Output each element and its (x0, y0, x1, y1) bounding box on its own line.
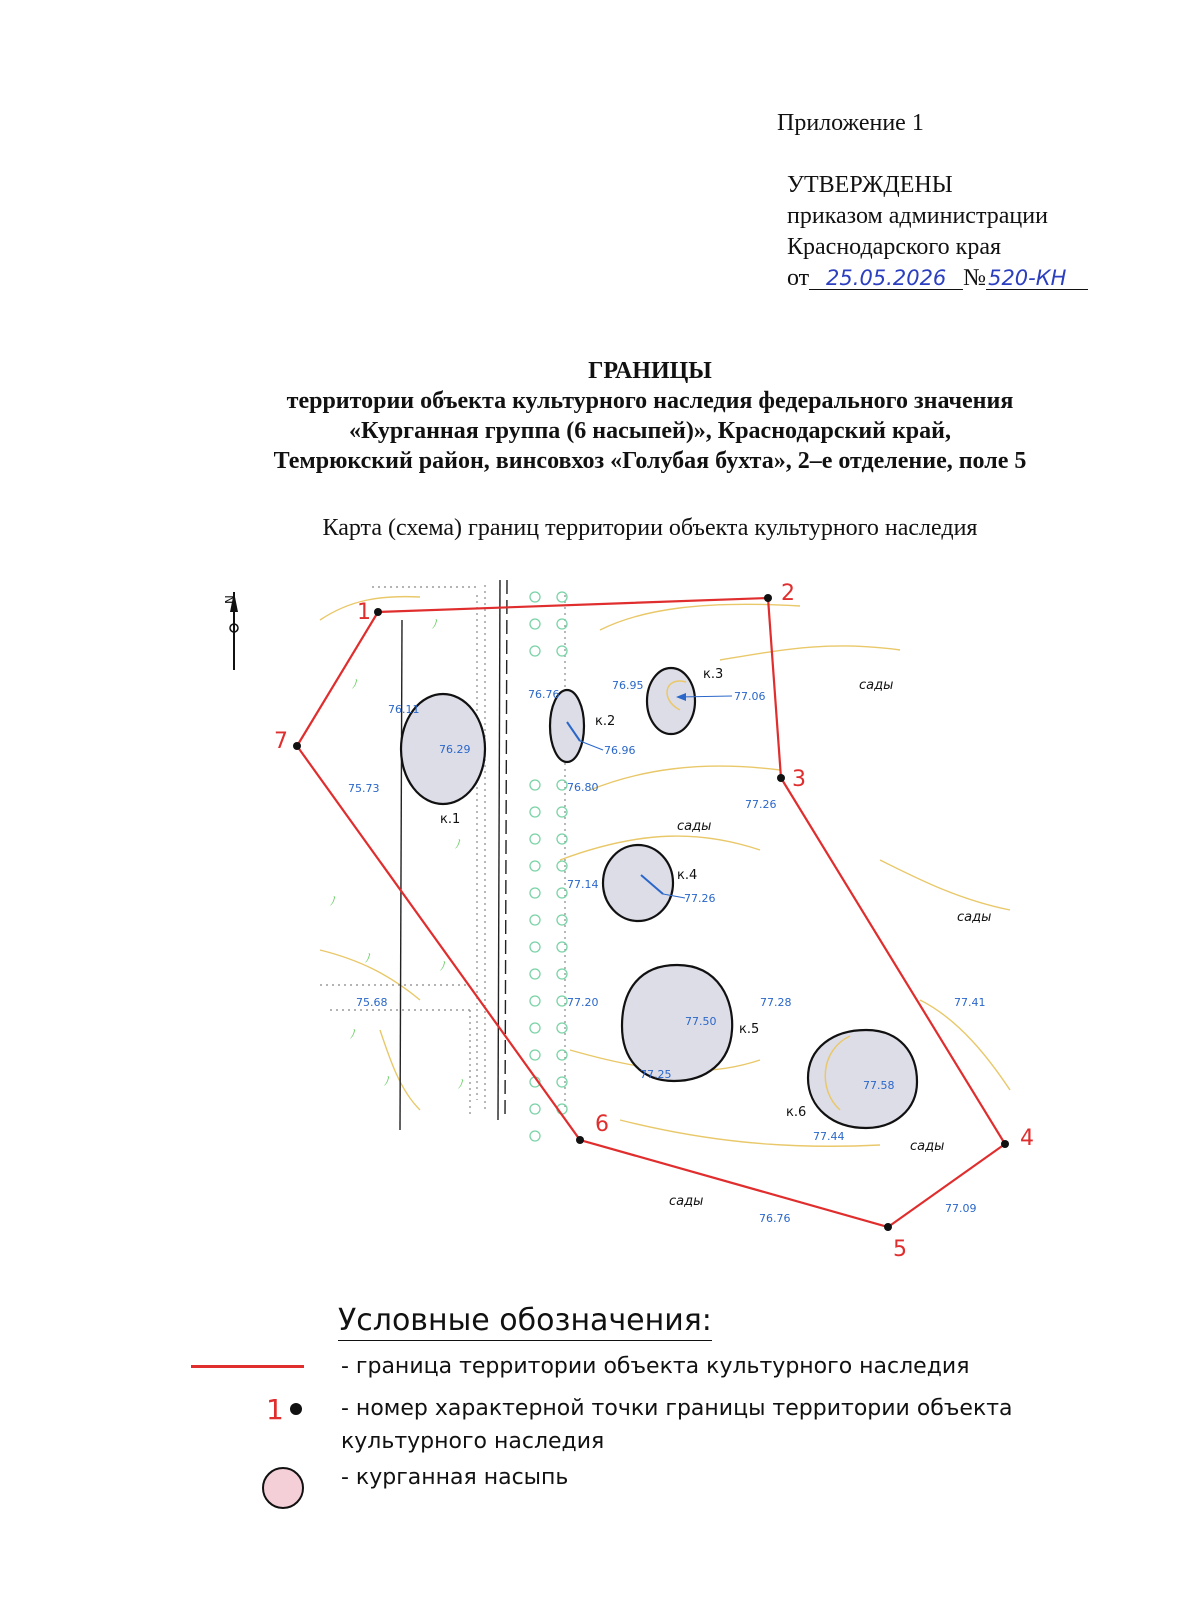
order-line-2: Краснодарского края (787, 234, 1002, 260)
spot-elevation: 77.25 (640, 1068, 672, 1081)
approval-block (787, 170, 1088, 294)
spot-elevation: 77.26 (745, 798, 777, 811)
spot-elevation: 76.95 (612, 679, 644, 692)
order-line-1: приказом администрации (787, 203, 1048, 229)
spot-elevation: 77.20 (567, 996, 599, 1009)
garden-label: сады (910, 1139, 945, 1154)
mound-label: к.5 (739, 1022, 760, 1037)
spot-elevation: 76.76 (759, 1212, 791, 1225)
boundary-point (576, 1136, 584, 1144)
mound-label: к.6 (786, 1105, 807, 1120)
spot-elevation: 77.14 (567, 878, 599, 891)
spot-elevation: 75.73 (348, 782, 380, 795)
boundary-point (293, 742, 301, 750)
spot-elevation: 77.09 (945, 1202, 977, 1215)
svg-text:ﾉ: ﾉ (384, 1074, 391, 1088)
spot-elevation: 76.11 (388, 703, 420, 716)
mound-label: к.1 (440, 812, 461, 827)
point-number: 1 (357, 600, 371, 625)
svg-text:ﾉ: ﾉ (458, 1077, 465, 1091)
legend-point-text-2: культурного наследия (341, 1429, 605, 1454)
spot-elevation: 77.41 (954, 996, 986, 1009)
north-arrow-icon (223, 592, 238, 670)
svg-text:ﾉ: ﾉ (352, 677, 359, 691)
garden-label: сады (669, 1194, 704, 1209)
legend-mound-swatch (262, 1467, 304, 1509)
document-title (0, 356, 1200, 476)
svg-text:ﾉ: ﾉ (365, 951, 372, 965)
boundary-point (374, 608, 382, 616)
legend-point-number: 1 (266, 1393, 284, 1426)
boundary-point (777, 774, 785, 782)
point-number: 5 (893, 1237, 907, 1262)
handwritten-number: 520-КН (986, 267, 1088, 290)
title-line-4: Темрюкский район, винсовхоз «Голубая бухта», 2–е отделение, поле 5 (273, 448, 1027, 474)
mound-elevation: 77.26 (684, 892, 716, 905)
point-number: 2 (781, 581, 795, 606)
order-date-line (787, 263, 1088, 294)
map-subtitle: Карта (схема) границ территории объекта культурного наследия (322, 515, 978, 541)
date-prefix: от (787, 265, 810, 291)
point-number: 7 (274, 729, 288, 754)
point-number: 4 (1020, 1126, 1034, 1151)
garden-label: сады (957, 910, 992, 925)
mound-elevation: 77.50 (685, 1015, 717, 1028)
title-line-1: ГРАНИЦЫ (588, 358, 712, 384)
svg-text:ﾉ: ﾉ (350, 1027, 357, 1041)
field-lines (320, 585, 565, 1115)
legend-point-text-1: - номер характерной точки границы территории объекта (341, 1396, 1013, 1421)
legend-boundary-text: - граница территории объекта культурного наследия (341, 1354, 970, 1379)
mound-4 (603, 845, 685, 921)
legend-boundary-swatch (191, 1365, 304, 1368)
point-number: 6 (595, 1112, 609, 1137)
mound-label: к.3 (703, 667, 724, 682)
legend-point-dot (290, 1403, 302, 1415)
svg-text:ﾉ: ﾉ (432, 617, 439, 631)
mound-elevation: 77.06 (734, 690, 766, 703)
mound-label: к.2 (595, 714, 616, 729)
mound-label: к.4 (677, 868, 698, 883)
number-prefix: № (963, 265, 987, 291)
handwritten-date: 25.05.2026 (809, 267, 963, 290)
boundary-map (0, 570, 1200, 1270)
garden-label: сады (677, 819, 712, 834)
road-lines (400, 580, 507, 1130)
legend-mound-text: - курганная насыпь (341, 1465, 569, 1490)
spot-elevation: 76.76 (528, 688, 560, 701)
svg-text:ﾉ: ﾉ (330, 894, 337, 908)
orchard-trees (530, 592, 567, 1141)
spot-elevation: 77.28 (760, 996, 792, 1009)
svg-text:ﾉ: ﾉ (440, 959, 447, 973)
grass-marks (330, 617, 464, 1091)
title-line-2: территории объекта культурного наследия федерального значения (286, 388, 1014, 414)
garden-label: сады (859, 678, 894, 693)
mound-elevation: 77.58 (863, 1079, 895, 1092)
mound-elevation: 76.29 (439, 743, 471, 756)
spot-elevation: 76.80 (567, 781, 599, 794)
point-number: 3 (792, 767, 806, 792)
boundary-point (1001, 1140, 1009, 1148)
svg-text:ﾉ: ﾉ (455, 837, 462, 851)
boundary-point (764, 594, 772, 602)
title-line-3: «Курганная группа (6 насыпей)», Краснодарский край, (349, 418, 951, 444)
appendix-label: Приложение 1 (777, 110, 924, 136)
approved-heading: УТВЕРЖДЕНЫ (787, 172, 953, 198)
spot-elevation: 77.44 (813, 1130, 845, 1143)
north-label: N (223, 595, 237, 604)
spot-elevation: 75.68 (356, 996, 388, 1009)
boundary-point (884, 1223, 892, 1231)
legend-title: Условные обозначения: (338, 1303, 712, 1341)
mound-elevation: 76.96 (604, 744, 636, 757)
